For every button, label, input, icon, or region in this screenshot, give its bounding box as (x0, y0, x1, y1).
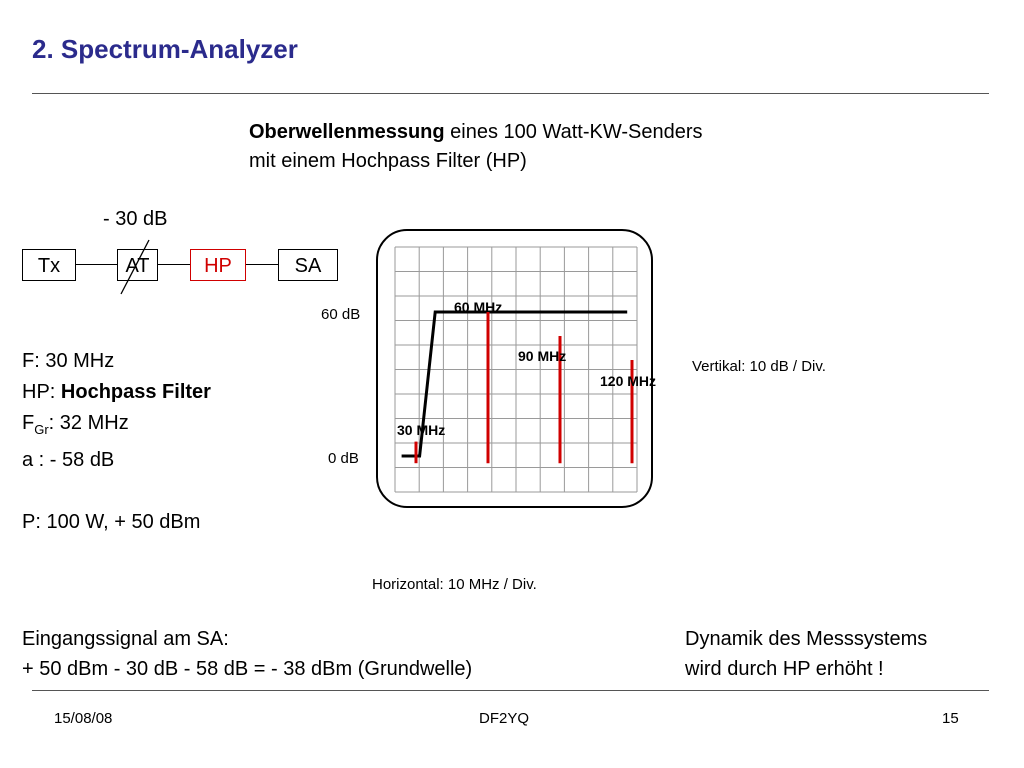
dynamic-line1: Dynamik des Messsystems (685, 628, 928, 650)
hp-box: HP (190, 249, 246, 281)
label-60db: 60 dB (321, 306, 361, 323)
attenuation-label: - 30 dB (103, 208, 168, 230)
input-signal-line1: Eingangssignal am SA: (22, 628, 229, 650)
sa-box: SA (278, 249, 338, 281)
fgr-value: : 32 MHz (48, 412, 129, 434)
tx-box: Tx (22, 249, 76, 281)
peak-label: 120 MHz (600, 373, 657, 389)
attenuator-slash (115, 236, 155, 298)
params-block (22, 346, 211, 538)
label-0db: 0 dB (328, 450, 359, 467)
intro-line2: mit einem Hochpass Filter (HP) (249, 150, 527, 172)
intro-bold: Oberwellenmessung (249, 121, 445, 143)
footer-date: 15/08/08 (54, 710, 113, 727)
spectrum-screen (370, 225, 690, 515)
footer-page: 15 (942, 710, 959, 727)
fgr-sub: Gr (34, 422, 49, 437)
peak-label: 90 MHz (518, 348, 567, 364)
hp-prefix: HP: (22, 381, 61, 403)
fgr-main: F (22, 412, 35, 434)
page-title: 2. Spectrum-Analyzer (32, 34, 298, 64)
power-line: P: 100 W, + 50 dBm (22, 511, 201, 533)
footer-author: DF2YQ (479, 710, 530, 727)
intro-rest: eines 100 Watt-KW-Senders (444, 121, 703, 143)
hp-bold: Hochpass Filter (60, 381, 211, 403)
footer-divider (32, 690, 989, 691)
hp-line (22, 377, 211, 408)
horizontal-scale-note: Horizontal: 10 MHz / Div. (372, 576, 537, 593)
title-divider (32, 93, 989, 94)
intro-text (249, 118, 703, 176)
input-signal-line2: + 50 dBm - 30 dB - 58 dB = - 38 dBm (Grundwelle) (22, 658, 473, 680)
freq-line: F: 30 MHz (22, 350, 115, 372)
attn-line: a : - 58 dB (22, 449, 115, 471)
at-box: AT (117, 249, 158, 281)
dynamic-line2: wird durch HP erhöht ! (685, 658, 884, 680)
signal-line (75, 264, 280, 265)
fgr-line (22, 408, 211, 445)
peak-label: 30 MHz (397, 422, 446, 438)
vertical-scale-note: Vertikal: 10 dB / Div. (692, 358, 826, 375)
peak-label: 60 MHz (454, 299, 503, 315)
